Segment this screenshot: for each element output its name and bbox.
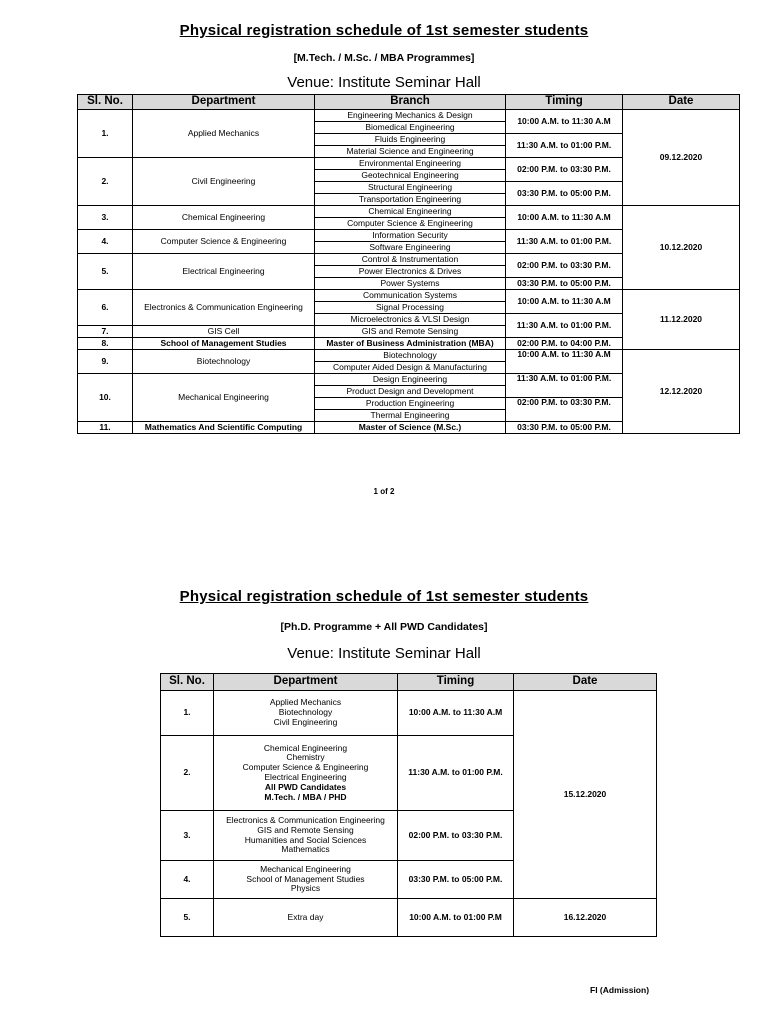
page2-title: Physical registration schedule of 1st semester students [179, 588, 589, 605]
col-header-date: Date [514, 674, 657, 691]
sl-no: 6. [78, 290, 133, 326]
col-header-department: Department [214, 674, 398, 691]
branch: Environmental Engineering [315, 158, 506, 170]
timing: 03:30 P.M. to 05:00 P.M. [506, 182, 623, 206]
branch: Master of Business Administration (MBA) [315, 338, 506, 350]
col-header-timing: Timing [398, 674, 514, 691]
department: Biotechnology [278, 707, 333, 718]
branch: Signal Processing [315, 302, 506, 314]
department: Extra day [214, 899, 398, 937]
timing: 10:00 A.M. to 11:30 A.M [506, 350, 623, 374]
branch: Engineering Mechanics & Design [315, 110, 506, 122]
timing: 11:30 A.M. to 01:00 P.M. [506, 134, 623, 158]
timing: 10:00 A.M. to 01:00 P.M [398, 899, 514, 937]
department: School of Management Studies [246, 873, 365, 884]
page2-subtitle: [Ph.D. Programme + All PWD Candidates] [280, 621, 488, 633]
timing: 02:00 P.M. to 03:30 P.M. [506, 398, 623, 422]
branch: Product Design and Development [315, 386, 506, 398]
department: Computer Science & Engineering [242, 762, 369, 773]
department-list [214, 691, 398, 736]
table-row [78, 350, 740, 362]
page-number: 1 of 2 [373, 487, 395, 496]
timing: 02:00 P.M. to 03:30 P.M. [506, 254, 623, 278]
branch: Structural Engineering [315, 182, 506, 194]
department: Mechanical Engineering [260, 863, 351, 874]
branch: Material Science and Engineering [315, 146, 506, 158]
branch: Software Engineering [315, 242, 506, 254]
department: Mathematics [281, 844, 330, 855]
department: Electronics & Communication Engineering [133, 290, 315, 326]
branch: GIS and Remote Sensing [315, 326, 506, 338]
branch: Power Electronics & Drives [315, 266, 506, 278]
table-header-row [161, 674, 657, 691]
branch: Geotechnical Engineering [315, 170, 506, 182]
page1-subtitle: [M.Tech. / M.Sc. / MBA Programmes] [293, 52, 475, 64]
department: Mechanical Engineering [133, 374, 315, 422]
department: Electrical Engineering [264, 772, 347, 782]
col-header-date: Date [623, 95, 740, 110]
date: 11.12.2020 [623, 290, 740, 350]
page1-venue: Venue: Institute Seminar Hall [287, 74, 481, 91]
date: 10.12.2020 [623, 206, 740, 290]
department: Applied Mechanics [269, 697, 342, 708]
timing: 03:30 P.M. to 05:00 P.M. [398, 861, 514, 899]
timing: 11:30 A.M. to 01:00 P.M. [398, 736, 514, 811]
date: 15.12.2020 [514, 691, 657, 899]
timing: 11:30 A.M. to 01:00 P.M. [506, 314, 623, 338]
page2-venue: Venue: Institute Seminar Hall [287, 645, 481, 662]
branch: Computer Aided Design & Manufacturing [315, 362, 506, 374]
sl-no: 2. [78, 158, 133, 206]
date: 12.12.2020 [623, 350, 740, 434]
branch: Fluids Engineering [315, 134, 506, 146]
branch: Thermal Engineering [315, 410, 506, 422]
sl-no: 1. [161, 691, 214, 736]
sl-no: 10. [78, 374, 133, 422]
department: Civil Engineering [133, 158, 315, 206]
sl-no: 11. [78, 422, 133, 434]
col-header-branch: Branch [315, 95, 506, 110]
department: GIS Cell [133, 326, 315, 338]
pwd-note: All PWD Candidates [264, 781, 347, 792]
department: GIS and Remote Sensing [257, 824, 354, 835]
timing: 02:00 P.M. to 03:30 P.M. [398, 811, 514, 861]
timing: 02:00 P.M. to 04:00 P.M. [506, 338, 623, 350]
timing: 03:30 P.M. to 05:00 P.M. [506, 422, 623, 434]
schedule-table-mtech [77, 94, 740, 434]
footer-signature: FI (Admission) [590, 985, 650, 995]
branch: Communication Systems [315, 290, 506, 302]
sl-no: 1. [78, 110, 133, 158]
table-row [78, 290, 740, 302]
department-list [214, 811, 398, 861]
date: 09.12.2020 [623, 110, 740, 206]
department: Humanities and Social Sciences [244, 834, 367, 845]
department: Physics [290, 883, 321, 894]
department: Chemistry [286, 752, 325, 763]
branch: Biomedical Engineering [315, 122, 506, 134]
timing: 10:00 A.M. to 11:30 A.M [506, 110, 623, 134]
department: Computer Science & Engineering [133, 230, 315, 254]
sl-no: 7. [78, 326, 133, 338]
branch: Power Systems [315, 278, 506, 290]
table-row [161, 899, 657, 937]
department-list [214, 861, 398, 899]
date: 16.12.2020 [514, 899, 657, 937]
branch: Microelectronics & VLSI Design [315, 314, 506, 326]
table-row [78, 206, 740, 218]
department: Applied Mechanics [133, 110, 315, 158]
department: Mathematics And Scientific Computing [133, 422, 315, 434]
branch: Transportation Engineering [315, 194, 506, 206]
table-row [161, 691, 657, 736]
branch: Information Security [315, 230, 506, 242]
table-row [78, 110, 740, 122]
branch: Design Engineering [315, 374, 506, 386]
department: Electrical Engineering [133, 254, 315, 290]
sl-no: 8. [78, 338, 133, 350]
branch: Chemical Engineering [315, 206, 506, 218]
department: School of Management Studies [133, 338, 315, 350]
timing: 10:00 A.M. to 11:30 A.M [506, 290, 623, 314]
timing: 02:00 P.M. to 03:30 P.M. [506, 158, 623, 182]
pwd-programmes: M.Tech. / MBA / PHD [264, 791, 347, 802]
sl-no: 4. [161, 861, 214, 899]
timing: 10:00 A.M. to 11:30 A.M [506, 206, 623, 230]
branch: Computer Science & Engineering [315, 218, 506, 230]
page1-title: Physical registration schedule of 1st semester students [179, 22, 589, 39]
branch: Master of Science (M.Sc.) [315, 422, 506, 434]
schedule-table-phd [160, 673, 657, 937]
sl-no: 5. [161, 899, 214, 937]
sl-no: 3. [161, 811, 214, 861]
col-header-slno: Sl. No. [78, 95, 133, 110]
department: Electronics & Communication Engineering [226, 814, 385, 825]
col-header-timing: Timing [506, 95, 623, 110]
branch: Production Engineering [315, 398, 506, 410]
department-list [214, 736, 398, 811]
sl-no: 3. [78, 206, 133, 230]
timing: 10:00 A.M. to 11:30 A.M [398, 691, 514, 736]
branch: Control & Instrumentation [315, 254, 506, 266]
department: Chemical Engineering [263, 742, 348, 753]
sl-no: 5. [78, 254, 133, 290]
department: Chemical Engineering [133, 206, 315, 230]
branch: Biotechnology [315, 350, 506, 362]
sl-no: 4. [78, 230, 133, 254]
sl-no: 2. [161, 736, 214, 811]
table-header-row [78, 95, 740, 110]
timing: 11:30 A.M. to 01:00 P.M. [506, 230, 623, 254]
department: Biotechnology [133, 350, 315, 374]
department: Civil Engineering [273, 716, 338, 727]
sl-no: 9. [78, 350, 133, 374]
timing: 11:30 A.M. to 01:00 P.M. [506, 374, 623, 398]
col-header-department: Department [133, 95, 315, 110]
col-header-slno: Sl. No. [161, 674, 214, 691]
timing: 03:30 P.M. to 05:00 P.M. [506, 278, 623, 290]
